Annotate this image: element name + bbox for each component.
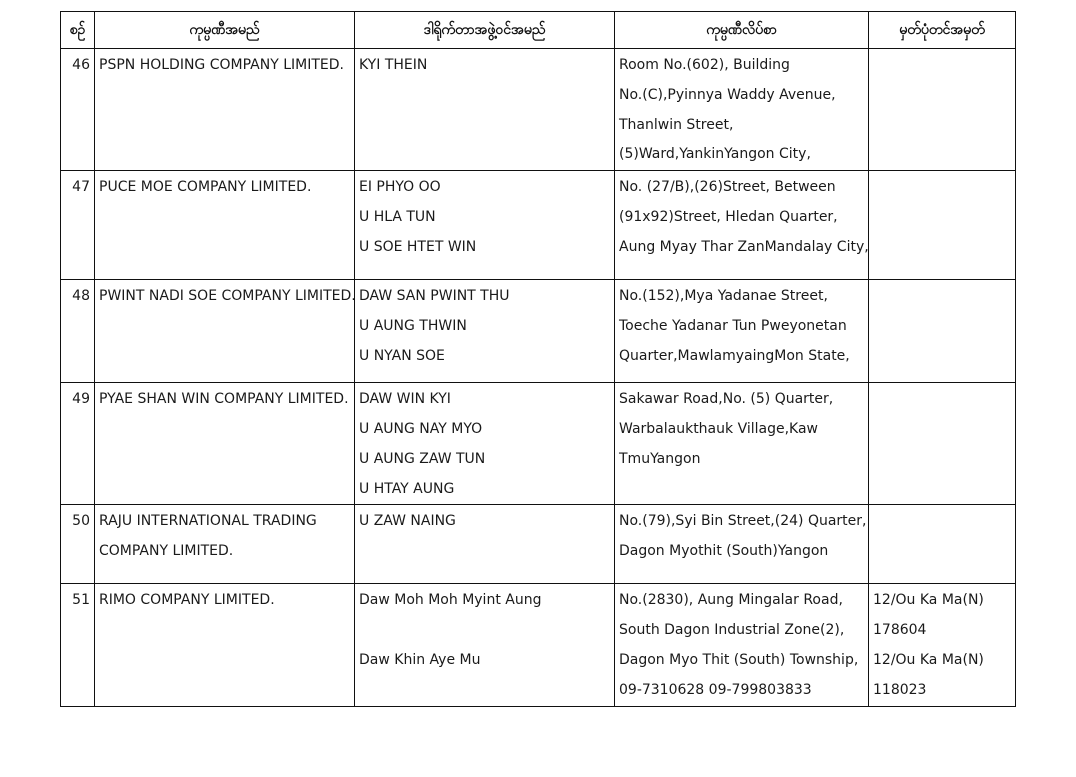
address-line: Thanlwin Street, (619, 116, 734, 133)
registration-line: 12/Ou Ka Ma(N) (873, 651, 984, 668)
address-line: No.(C),Pyinnya Waddy Avenue, (619, 86, 836, 103)
director-name: U HLA TUN (359, 208, 436, 225)
company-address (615, 49, 869, 171)
registration-line: 12/Ou Ka Ma(N) (873, 592, 984, 609)
address-line: Dagon Myothit (South)Yangon (619, 543, 829, 560)
director-names (355, 584, 615, 706)
table-row (61, 280, 1016, 383)
director-name: U SOE HTET WIN (359, 238, 477, 255)
company-name-line: RIMO COMPANY LIMITED. (99, 592, 275, 609)
registration-no (869, 505, 1016, 584)
address-line: Aung Myay Thar ZanMandalay City, (619, 238, 869, 255)
header-director-names: ဒါရိုက်တာအဖွဲ့ဝင်အမည် (355, 12, 615, 49)
header-serial-no: စဉ် (61, 12, 95, 49)
director-names (355, 280, 615, 383)
company-address (615, 383, 869, 505)
address-line: TmuYangon (619, 450, 701, 467)
company-address (615, 584, 869, 706)
serial-no: 51 (61, 584, 95, 706)
address-line: Toeche Yadanar Tun Pweyonetan (619, 317, 847, 334)
company-name (95, 584, 355, 706)
company-name-line: PSPN HOLDING COMPANY LIMITED. (99, 57, 344, 73)
registration-no (869, 171, 1016, 280)
address-line: No. (27/B),(26)Street, Between (619, 179, 836, 196)
serial-no: 47 (61, 171, 95, 280)
company-address (615, 280, 869, 383)
address-line: No.(79),Syi Bin Street,(24) Quarter, (619, 513, 867, 530)
serial-no: 48 (61, 280, 95, 383)
director-name: EI PHYO OO (359, 179, 441, 196)
registration-line: 118023 (873, 681, 927, 698)
director-name: U ZAW NAING (359, 513, 456, 530)
director-names (355, 505, 615, 584)
director-name: KYI THEIN (359, 57, 428, 73)
company-name-line: COMPANY LIMITED. (99, 543, 234, 560)
director-name: U AUNG NAY MYO (359, 420, 483, 437)
serial-no: 50 (61, 505, 95, 584)
director-names (355, 49, 615, 171)
director-name: Daw Moh Moh Myint Aung (359, 592, 542, 609)
table-row (61, 584, 1016, 706)
address-line: South Dagon Industrial Zone(2), (619, 622, 845, 639)
company-name-line: RAJU INTERNATIONAL TRADING (99, 513, 317, 530)
director-names (355, 383, 615, 505)
director-name: U AUNG THWIN (359, 317, 467, 334)
director-names (355, 171, 615, 280)
address-line: No.(152),Mya Yadanae Street, (619, 288, 828, 305)
company-name (95, 49, 355, 171)
address-line: Warbalaukthauk Village,Kaw (619, 420, 819, 437)
company-name-line: PYAE SHAN WIN COMPANY LIMITED. (99, 391, 349, 408)
table-row (61, 49, 1016, 171)
company-name (95, 383, 355, 505)
director-name: U HTAY AUNG (359, 480, 455, 497)
company-name (95, 171, 355, 280)
company-address (615, 505, 869, 584)
address-line: Room No.(602), Building (619, 57, 790, 73)
director-name: Daw Khin Aye Mu (359, 651, 481, 668)
registration-line: 178604 (873, 622, 927, 639)
address-line: Sakawar Road,No. (5) Quarter, (619, 391, 834, 408)
table-row (61, 383, 1016, 505)
registration-no (869, 383, 1016, 505)
company-name (95, 280, 355, 383)
address-line: (91x92)Street, Hledan Quarter, (619, 208, 838, 225)
registration-no (869, 584, 1016, 706)
company-registry-table (60, 11, 1016, 707)
table-header-row (61, 12, 1016, 49)
header-registration-no: မှတ်ပုံတင်အမှတ် (869, 12, 1016, 49)
address-line: Dagon Myo Thit (South) Township, (619, 651, 859, 668)
director-name: U AUNG ZAW TUN (359, 450, 486, 467)
header-company-address: ကုမ္ပဏီလိပ်စာ (615, 12, 869, 49)
registration-no (869, 280, 1016, 383)
director-name-spacer (359, 616, 610, 646)
address-line: Quarter,MawlamyaingMon State, (619, 347, 850, 364)
company-name-line: PUCE MOE COMPANY LIMITED. (99, 179, 312, 196)
director-name: U NYAN SOE (359, 347, 445, 364)
director-name: DAW WIN KYI (359, 391, 451, 408)
registration-no (869, 49, 1016, 171)
director-name: DAW SAN PWINT THU (359, 288, 510, 305)
address-line: No.(2830), Aung Mingalar Road, (619, 592, 843, 609)
company-name-line: PWINT NADI SOE COMPANY LIMITED. (99, 288, 356, 305)
table-row (61, 171, 1016, 280)
address-line: (5)Ward,YankinYangon City, (619, 146, 811, 163)
address-line: 09-7310628 09-799803833 (619, 681, 812, 698)
company-name (95, 505, 355, 584)
company-address (615, 171, 869, 280)
serial-no: 49 (61, 383, 95, 505)
table-row (61, 505, 1016, 584)
serial-no: 46 (61, 49, 95, 171)
header-company-name: ကုမ္ပဏီအမည် (95, 12, 355, 49)
